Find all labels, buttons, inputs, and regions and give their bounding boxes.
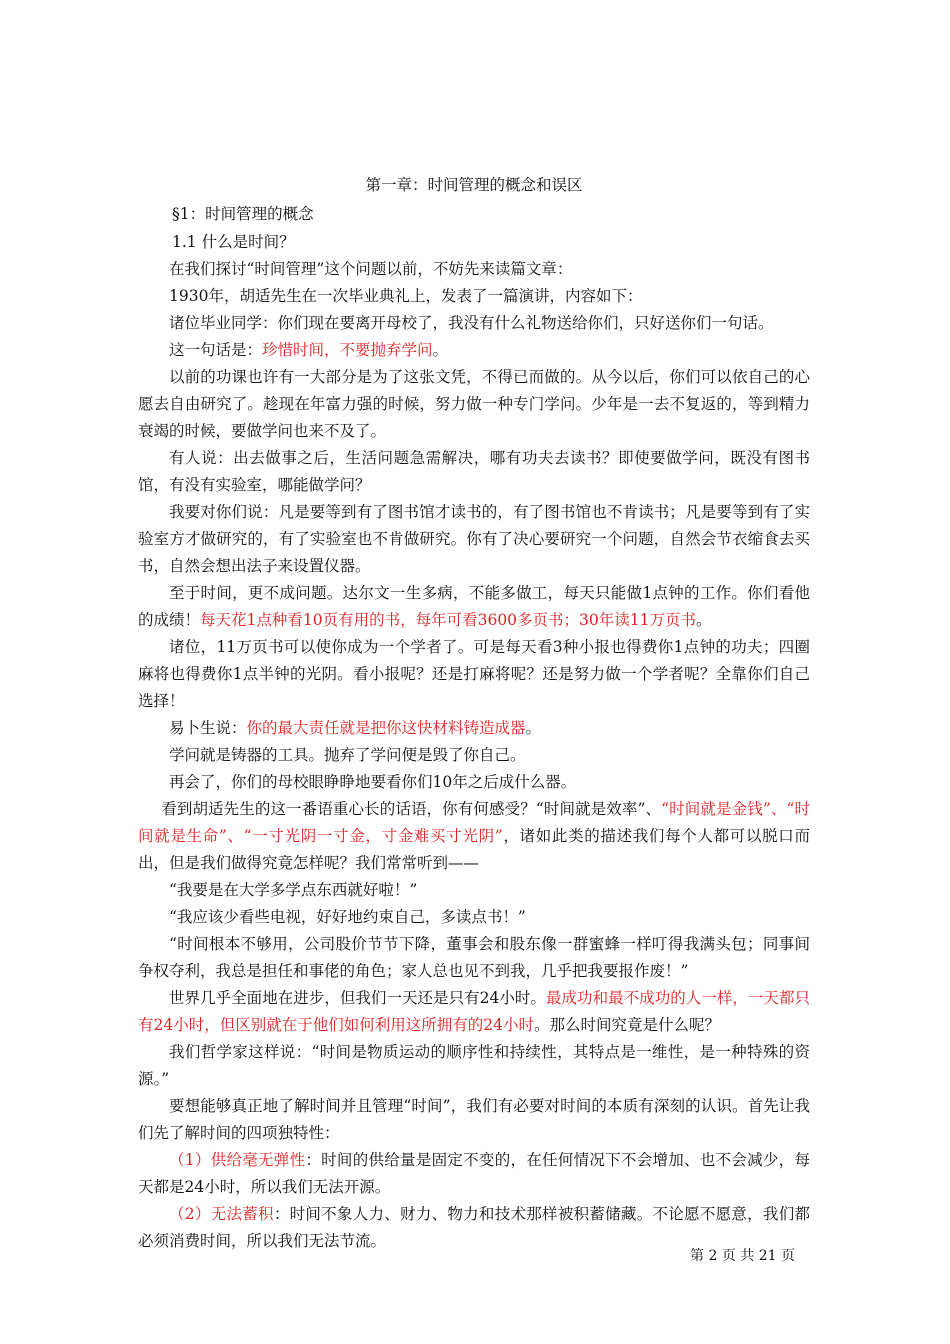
highlighted-text: （1）供给毫无弹性 — [169, 1151, 306, 1169]
footer-prefix: 第 — [690, 1248, 704, 1264]
paragraph — [138, 580, 810, 634]
highlighted-text: 你的最大责任就是把你这快材料铸造成器 — [246, 719, 526, 737]
paragraph — [138, 769, 810, 796]
text-run: 。 — [525, 719, 542, 737]
text-run: 学问就是铸器的工具。抛弃了学问便是毁了你自己。 — [169, 746, 526, 764]
paragraph — [138, 1147, 810, 1201]
text-run: 以前的功课也许有一大部分是为了这张文凭，不得已而做的。从今以后，你们可以依自己的心愿去自由研究了。趁现在年富力强的时候，努力做一种专门学问。少年是一去不复返的，等到精力衰竭的时候，要做学问也来不及了。 — [138, 368, 810, 440]
text-run: ，诸如此类的描述我们每个人都可以脱口而出，但是我们做得究竟怎样呢？我们常常听到—— — [138, 827, 810, 872]
text-run: 有人说：出去做事之后，生活问题急需解决，哪有功夫去读书？即使要做学问，既没有图书馆，有没有实验室，哪能做学问？ — [138, 449, 810, 494]
subsection-title: 1.1 什么是时间？ — [172, 233, 295, 251]
text-run: 。那么时间究竟是什么呢？ — [533, 1016, 720, 1034]
text-run: 在我们探讨“时间管理”这个问题以前，不妨先来读篇文章： — [169, 260, 573, 278]
text-run: 。 — [432, 341, 449, 359]
text-run: 世界几乎全面地在进步，但我们一天还是只有24小时。 — [169, 989, 546, 1007]
text-run: 我们哲学家这样说：“时间是物质运动的顺序性和持续性，其特点是一维性，是一种特殊的资源。” — [138, 1043, 810, 1088]
text-run: “时间根本不够用，公司股价节节下降，董事会和股东像一群蜜蜂一样叮得我满头包；同事间争权夺利，我总是担任和事佬的角色；家人总也见不到我，几乎把我要报作废！” — [138, 935, 810, 980]
text-run: “我要是在大学多学点东西就好啦！” — [169, 881, 418, 899]
body-text — [138, 256, 810, 1255]
paragraph — [138, 904, 810, 931]
page-content — [138, 170, 810, 1255]
highlighted-text: 最成功和最不成功的人一样，一天都只有24小时，但区别就在于他们如何利用这所拥有的24小时 — [138, 989, 810, 1034]
highlighted-text: “时间就是金钱”、“时间就是生命”、“一寸光阴一寸金，寸金难买寸光阴” — [138, 800, 810, 845]
text-run: 这一句话是： — [169, 341, 263, 359]
footer-suffix: 页 — [781, 1248, 796, 1264]
paragraph — [138, 931, 810, 985]
highlighted-text: 每天花1点种看10页有用的书，每年可看3600多页书；30年读11万页书 — [200, 611, 696, 629]
paragraph — [138, 985, 810, 1039]
chapter-title: 第一章：时间管理的概念和误区 — [365, 176, 583, 194]
highlighted-text: 珍惜时间，不要抛弃学问 — [262, 341, 433, 359]
paragraph — [138, 256, 810, 283]
footer-page-total: 21 — [758, 1248, 777, 1264]
paragraph — [138, 742, 810, 769]
text-run: 1930年，胡适先生在一次毕业典礼上，发表了一篇演讲，内容如下： — [169, 287, 643, 305]
text-run: 诸位，11万页书可以使你成为一个学者了。可是每天看3种小报也得费你1点钟的功夫；四圈麻将也得费你1点半钟的光阴。看小报呢？还是打麻将呢？还是努力做一个学者呢？全靠你们自己选择！ — [138, 638, 810, 710]
paragraph — [138, 337, 810, 364]
text-run: ：时间不象人力、财力、物力和技术那样被积蓄储藏。不论愿不愿意，我们都必须消费时间，所以我们无法节流。 — [138, 1205, 810, 1250]
paragraph — [138, 796, 810, 877]
highlighted-text: （2）无法蓄积 — [169, 1205, 274, 1223]
paragraph — [138, 877, 810, 904]
text-run: 看到胡适先生的这一番语重心长的话语，你有何感受？“时间就是效率”、 — [161, 800, 662, 818]
text-run: 易卜生说： — [169, 719, 247, 737]
paragraph — [138, 715, 810, 742]
text-run: 至于时间，更不成问题。达尔文一生多病，不能多做工，每天只能做1点钟的工作。你们看他的成绩！ — [138, 584, 810, 629]
text-run: “我应该少看些电视，好好地约束自己，多读点书！” — [169, 908, 526, 926]
paragraph — [138, 283, 810, 310]
text-run: ：时间的供给量是固定不变的，在任何情况下不会增加、也不会减少，每天都是24小时，所以我们无法开源。 — [138, 1151, 810, 1196]
text-run: 要想能够真正地了解时间并且管理“时间”，我们有必要对时间的本质有深刻的认识。首先让我们先了解时间的四项独特性： — [138, 1097, 810, 1142]
footer-page-number: 2 — [708, 1248, 718, 1264]
text-run: 诸位毕业同学：你们现在要离开母校了，我没有什么礼物送给你们，只好送你们一句话。 — [169, 314, 774, 332]
footer-middle: 页 共 — [721, 1248, 755, 1264]
text-run: 再会了，你们的母校眼睁睁地要看你们10年之后成什么器。 — [169, 773, 577, 791]
paragraph — [138, 1039, 810, 1093]
text-run: 我要对你们说：凡是要等到有了图书馆才读书的，有了图书馆也不肯读书；凡是要等到有了实验室方才做研究的，有了实验室也不肯做研究。你有了决心要研究一个问题，自然会节衣缩食去买书，自然会想出法子来设置仪器。 — [138, 503, 810, 575]
paragraph — [138, 1093, 810, 1147]
text-run: 。 — [696, 611, 712, 629]
paragraph — [138, 499, 810, 580]
paragraph — [138, 310, 810, 337]
page-footer — [690, 1246, 795, 1266]
paragraph — [138, 364, 810, 445]
paragraph — [138, 634, 810, 715]
section-title: §1：时间管理的概念 — [172, 205, 314, 223]
paragraph — [138, 445, 810, 499]
